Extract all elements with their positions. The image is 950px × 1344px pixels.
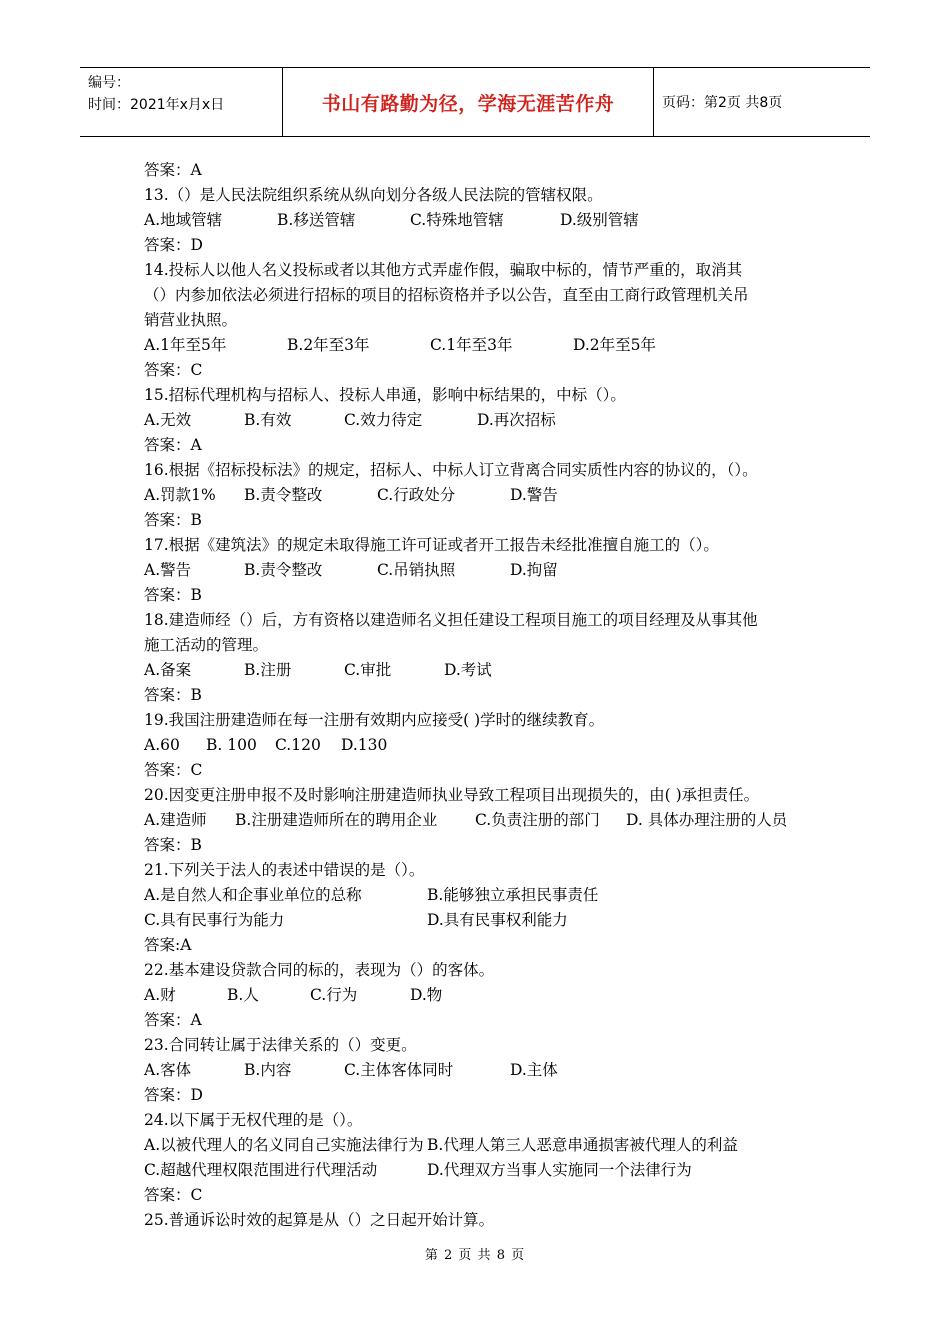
option-item: C.主体客体同时 (344, 1061, 454, 1079)
option-item: C.效力待定 (344, 411, 423, 429)
answer-line: 答案：B (144, 586, 202, 604)
answer-line: 答案：B (144, 836, 202, 854)
option-item: C.特殊地管辖 (410, 211, 504, 229)
header-motto: 书山有路勤为径，学海无涯苦作舟 (282, 68, 654, 136)
option-item: D.代理双方当事人实施同一个法律行为 (427, 1161, 692, 1179)
question-text: 17.根据《建筑法》的规定未取得施工许可证或者开工报告未经批准擅自施工的（）。 (144, 536, 719, 554)
option-item: D.再次招标 (477, 411, 556, 429)
option-item: B.有效 (244, 411, 292, 429)
option-item: B.注册建造师所在的聘用企业 (235, 811, 438, 829)
question-text: （）内参加依法必须进行招标的项目的招标资格并予以公告，直至由工商行政管理机关吊 (144, 286, 749, 304)
option-item: D. 具体办理注册的人员 (626, 811, 788, 829)
option-item: A.备案 (144, 661, 192, 679)
option-item: D.考试 (444, 661, 492, 679)
option-row (144, 1133, 814, 1158)
answer-line: 答案：D (144, 236, 203, 254)
question-text: 13.（）是人民法院组织系统从纵向划分各级人民法院的管辖权限。 (144, 186, 603, 204)
option-item: D.主体 (510, 1061, 558, 1079)
option-item: B.内容 (244, 1061, 292, 1079)
option-item: C.120 (275, 736, 321, 754)
option-item: A.警告 (144, 561, 192, 579)
option-item: B.能够独立承担民事责任 (427, 886, 599, 904)
option-item: A.60 (144, 736, 180, 754)
answer-line: 答案：B (144, 686, 202, 704)
option-row (144, 408, 814, 433)
question-text: 18.建造师经（）后，方有资格以建造师名义担任建设工程项目施工的项目经理及从事其他 (144, 611, 758, 629)
option-item: A.1年至5年 (144, 336, 227, 354)
option-item: C.吊销执照 (377, 561, 456, 579)
option-row (144, 483, 814, 508)
time-label: 时间：2021年x月x日 (88, 97, 225, 113)
option-row (144, 808, 814, 833)
question-text: 22.基本建设贷款合同的标的，表现为（）的客体。 (144, 961, 495, 979)
answer-line: 答案：C (144, 1186, 203, 1204)
option-row (144, 883, 814, 908)
question-text: 销营业执照。 (144, 311, 238, 329)
option-item: A.财 (144, 986, 176, 1004)
option-item: C.行政处分 (377, 486, 456, 504)
option-row (144, 1158, 814, 1183)
question-text: 21.下列关于法人的表述中错误的是（）。 (144, 861, 425, 879)
question-text: 24.以下属于无权代理的是（）。 (144, 1111, 363, 1129)
header-page-number: 页码：第2页 共8页 (662, 95, 783, 111)
option-item: B.代理人第三人恶意串通损害被代理人的利益 (427, 1136, 738, 1154)
option-item: B.移送管辖 (277, 211, 356, 229)
answer-line: 答案：C (144, 761, 203, 779)
question-text: 19.我国注册建造师在每一注册有效期内应接受( )学时的继续教育。 (144, 711, 605, 729)
answer-line: 答案:A (144, 936, 192, 954)
question-text: 16.根据《招标投标法》的规定，招标人、中标人订立背离合同实质性内容的协议的，（）。 (144, 461, 758, 479)
option-item: C.审批 (344, 661, 392, 679)
option-row (144, 908, 814, 933)
option-item: A.建造师 (144, 811, 207, 829)
option-item: A.是自然人和企事业单位的总称 (144, 886, 362, 904)
option-item: C.超越代理权限范围进行代理活动 (144, 1161, 378, 1179)
question-text: 25.普通诉讼时效的起算是从（）之日起开始计算。 (144, 1211, 495, 1229)
option-item: B.2年至3年 (287, 336, 370, 354)
option-row (144, 1058, 814, 1083)
option-item: C.负责注册的部门 (475, 811, 600, 829)
page-footer: 第 2 页 共 8 页 (424, 1248, 526, 1263)
answer-line: 答案：A (144, 161, 202, 179)
answer-line: 答案：C (144, 361, 203, 379)
option-item: D.拘留 (510, 561, 558, 579)
option-row (144, 658, 814, 683)
question-text: 15.招标代理机构与招标人、投标人串通，影响中标结果的，中标（）。 (144, 386, 626, 404)
answer-line: 答案：B (144, 511, 202, 529)
header-meta (80, 68, 282, 136)
option-item: A.客体 (144, 1061, 192, 1079)
option-item: C.具有民事行为能力 (144, 911, 285, 929)
option-item: D.物 (410, 986, 443, 1004)
answer-line: 答案：A (144, 1011, 202, 1029)
option-item: A.以被代理人的名义同自己实施法律行为 (144, 1136, 424, 1154)
option-item: D.警告 (510, 486, 558, 504)
option-item: C.1年至3年 (430, 336, 513, 354)
option-item: B.人 (227, 986, 259, 1004)
option-row (144, 733, 814, 758)
question-content (144, 158, 814, 1233)
answer-line: 答案：A (144, 436, 202, 454)
option-item: B. 100 (206, 736, 257, 754)
page-header (80, 67, 870, 137)
option-row (144, 208, 814, 233)
question-text: 施工活动的管理。 (144, 636, 269, 654)
option-item: B.注册 (244, 661, 292, 679)
question-text: 23.合同转让属于法律关系的（）变更。 (144, 1036, 417, 1054)
option-item: D.级别管辖 (560, 211, 639, 229)
option-row (144, 558, 814, 583)
option-item: B.责令整改 (244, 486, 323, 504)
answer-line: 答案：D (144, 1086, 203, 1104)
question-text: 14.投标人以他人名义投标或者以其他方式弄虚作假，骗取中标的，情节严重的，取消其 (144, 261, 743, 279)
option-item: D.130 (341, 736, 388, 754)
option-item: B.责令整改 (244, 561, 323, 579)
option-row (144, 983, 814, 1008)
option-item: C.行为 (310, 986, 358, 1004)
option-item: D.具有民事权利能力 (427, 911, 568, 929)
option-item: A.罚款1% (144, 486, 216, 504)
code-label: 编号： (88, 75, 130, 91)
option-item: A.地域管辖 (144, 211, 223, 229)
option-item: D.2年至5年 (573, 336, 657, 354)
question-text: 20.因变更注册申报不及时影响注册建造师执业导致工程项目出现损失的，由( )承担责任。 (144, 786, 760, 804)
option-item: A.无效 (144, 411, 192, 429)
option-row (144, 333, 814, 358)
